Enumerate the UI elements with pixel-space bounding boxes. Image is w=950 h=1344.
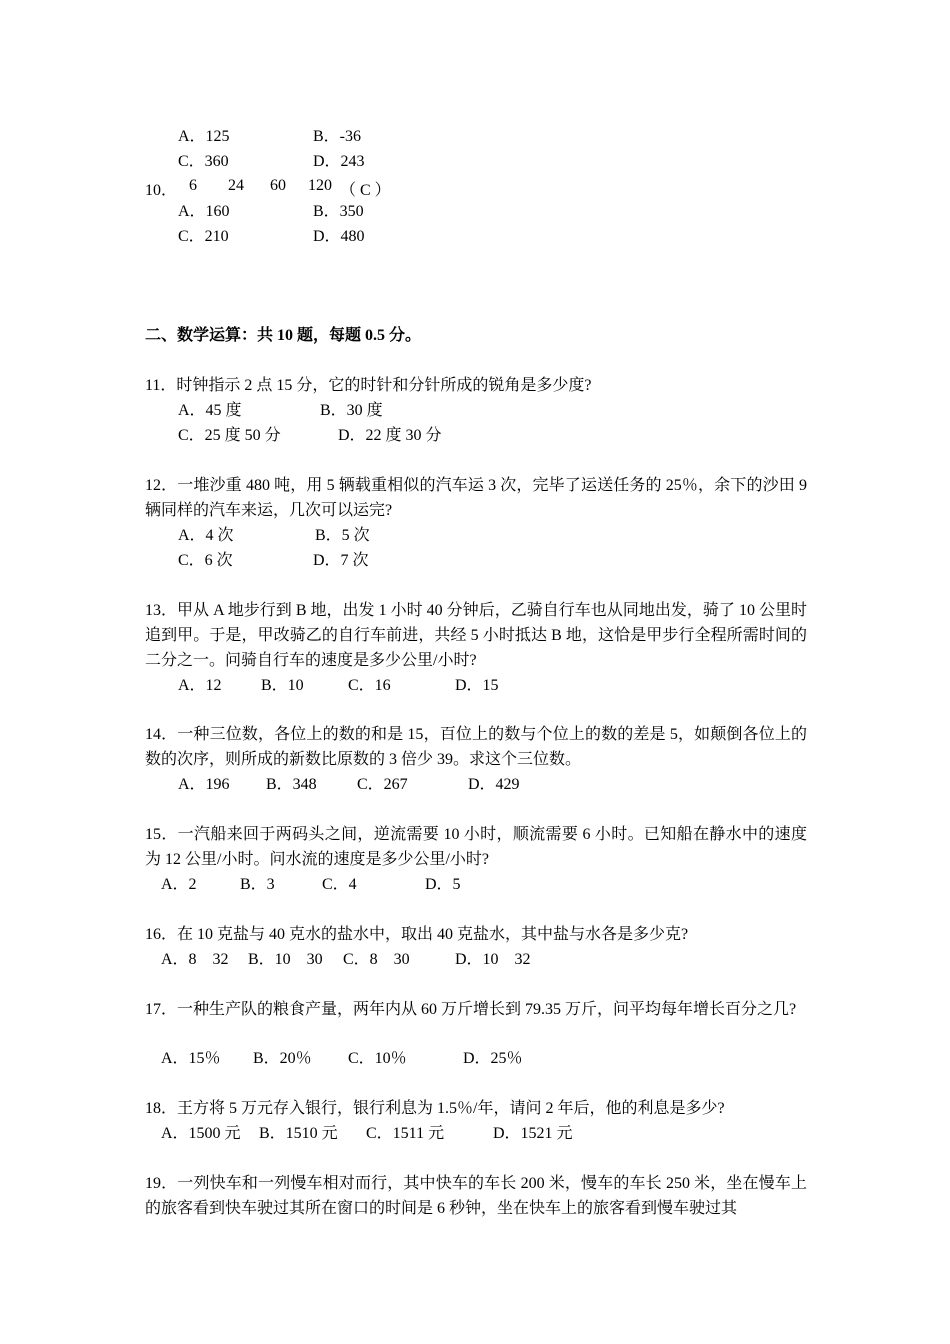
section-heading: 二、数学运算：共 10 题，每题 0.5 分。 — [145, 327, 422, 344]
q16-option-b: B．10 30 — [248, 951, 323, 968]
q11-text: 11．时钟指示 2 点 15 分，它的时针和分针所成的锐角是多少度? — [145, 377, 592, 394]
q12-option-a: A．4 次 — [178, 527, 234, 544]
q12-option-d: D．7 次 — [313, 552, 369, 569]
q17-option-c: C．10％ — [348, 1050, 407, 1067]
q18-option-b: B．1510 元 — [259, 1125, 338, 1142]
q9-option-b: B．-36 — [313, 128, 362, 145]
q10-option-d: D．480 — [313, 228, 365, 245]
q16-option-a: A．8 32 — [161, 951, 229, 968]
q10-term-1: 6 — [189, 177, 197, 194]
q13-option-d: D．15 — [455, 677, 499, 694]
q15-text: 15．一汽船来回于两码头之间，逆流需要 10 小时，顺流需要 6 小时。已知船在静水中的速度为 12 公里/小时。问水流的速度是多少公里/小时? — [145, 826, 807, 868]
q15-option-d: D．5 — [425, 876, 461, 893]
q15-option-c: C．4 — [322, 876, 357, 893]
q11-option-d: D．22 度 30 分 — [338, 427, 442, 444]
q13-option-c: C．16 — [348, 677, 391, 694]
q9-option-c: C．360 — [178, 153, 229, 170]
q10-term-3: 60 — [270, 177, 286, 194]
q15-option-a: A．2 — [161, 876, 197, 893]
q14-option-d: D．429 — [468, 776, 520, 793]
q13-option-a: A．12 — [178, 677, 222, 694]
q18-option-d: D．1521 元 — [493, 1125, 573, 1142]
q15-option-b: B．3 — [240, 876, 275, 893]
q12-text: 12．一堆沙重 480 吨，用 5 辆载重相似的汽车运 3 次，完毕了运送任务的 25％，余下的沙田 9 辆同样的汽车来运，几次可以运完? — [145, 477, 807, 519]
q10-term-4: 120 — [308, 177, 332, 194]
q12-option-c: C．6 次 — [178, 552, 233, 569]
q17-option-b: B．20％ — [253, 1050, 312, 1067]
q13-text: 13．甲从 A 地步行到 B 地，出发 1 小时 40 分钟后，乙骑自行车也从同地出发，骑了 10 公里时追到甲。于是，甲改骑乙的自行车前进，共经 5 小时抵达 B 地，这恰是甲步行全程所需时间的二分之一。问骑自行车的速度是多少公里/小时? — [145, 602, 807, 669]
q19-text: 19．一列快车和一列慢车相对而行，其中快车的车长 200 米，慢车的车长 250 米，坐在慢车上的旅客看到快车驶过其所在窗口的时间是 6 秒钟，坐在快车上的旅客看到慢车驶过其 — [145, 1175, 807, 1217]
q9-option-a: A．125 — [178, 128, 230, 145]
q12-option-b: B．5 次 — [315, 527, 370, 544]
q14-option-c: C．267 — [357, 776, 408, 793]
q14-option-b: B．348 — [266, 776, 317, 793]
q14-option-a: A．196 — [178, 776, 230, 793]
q18-option-a: A．1500 元 — [161, 1125, 241, 1142]
q14-text: 14．一种三位数，各位上的数的和是 15，百位上的数与个位上的数的差是 5，如颠倒各位上的数的次序，则所成的新数比原数的 3 倍少 39。求这个三位数。 — [145, 726, 807, 768]
q10-option-c: C．210 — [178, 228, 229, 245]
q17-text: 17．一种生产队的粮食产量，两年内从 60 万斤增长到 79.35 万斤，问平均每年增长百分之几? — [145, 1001, 797, 1018]
q9-option-d: D．243 — [313, 153, 365, 170]
q11-option-a: A．45 度 — [178, 402, 242, 419]
q11-option-b: B．30 度 — [320, 402, 383, 419]
q16-option-d: D．10 32 — [455, 951, 531, 968]
q16-text: 16．在 10 克盐与 40 克水的盐水中，取出 40 克盐水，其中盐与水各是多少克? — [145, 926, 689, 943]
q10-number: 10． — [145, 182, 178, 199]
q10-term-2: 24 — [228, 177, 244, 194]
q10-option-b: B．350 — [313, 203, 364, 220]
q16-option-c: C．8 30 — [343, 951, 410, 968]
q10-option-a: A．160 — [178, 203, 230, 220]
q18-text: 18．王方将 5 万元存入银行，银行利息为 1.5％/年，请问 2 年后，他的利息是多少? — [145, 1100, 725, 1117]
q13-option-b: B．10 — [261, 677, 304, 694]
q17-option-d: D．25％ — [463, 1050, 523, 1067]
q18-option-c: C．1511 元 — [366, 1125, 445, 1142]
q10-answer: （ C ） — [340, 182, 391, 199]
q17-option-a: A．15％ — [161, 1050, 221, 1067]
q11-option-c: C．25 度 50 分 — [178, 427, 281, 444]
